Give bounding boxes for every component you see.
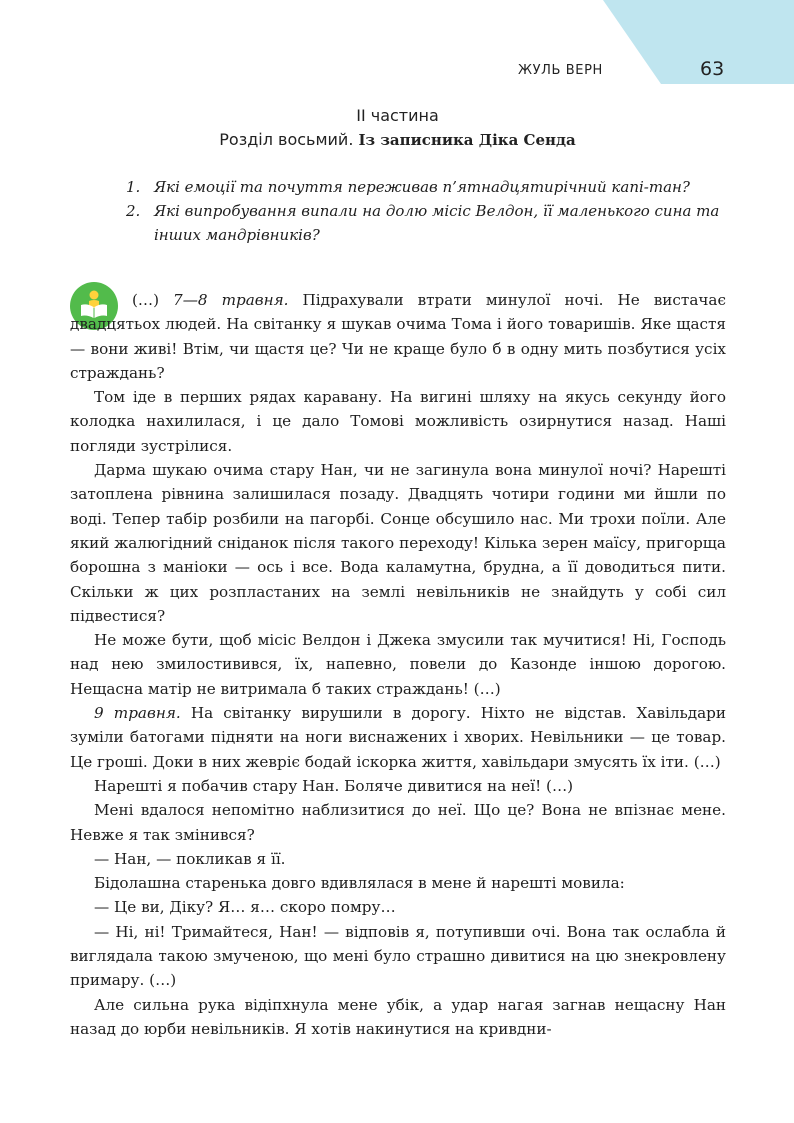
question-item (126, 175, 726, 199)
paragraph: — Нан, — покликав я її. (94, 849, 286, 868)
paragraph: — Ні, ні! Тримайтеся, Нан! — відповів я, потупивши очі. Вона так ослабла й виглядала такою змученою, що мені було страшно дивитися на цю знекровлену примару. (…) (70, 922, 726, 990)
paragraph: Але сильна рука відіпхнула мене убік, а удар нагая загнав нещасну Нан назад до юрби невільників. Я хотів накинутися на кривдни- (70, 995, 726, 1038)
question-number: 2. (126, 202, 141, 220)
paragraph: Бідолашна старенька довго вдивлялася в мене й нарешті мовила: (94, 874, 625, 893)
question-text: Які випробування випали на долю місіс Велдон, її маленького сина та інших мандрівників? (154, 202, 720, 244)
paragraph-text: На світанку вирушили в дорогу. Ніхто не відстав. Хавільдари зуміли батогами підняти на ноги виснажених і хворих. Невільники — це товар. Це гроші. Доки в них жевріє бодай іскорка життя, хавільдари змусять їх іти. (…) (70, 704, 726, 771)
paragraph: Нарешті я побачив стару Нан. Боляче дивитися на неї! (…) (94, 776, 574, 795)
paragraph-lead: (…) (132, 291, 174, 309)
chapter-title: Із записника Діка Сенда (358, 131, 576, 149)
corner-accent-tab (603, 0, 794, 84)
paragraph: — Це ви, Діку? Я… я… скоро помру… (94, 898, 396, 917)
chapter-line (100, 128, 695, 152)
paragraph: Не може бути, щоб місіс Велдон і Джека змусили так мучитися! Ні, Господь над нею змилостивився, їх, напевно, повели до Казонде іншою дорогою. Нещасна матір не витримала б таких страждань! (…) (70, 631, 726, 698)
chapter-heading (100, 104, 695, 152)
question-text: Які емоції та почуття переживав п’ятнадцятирічний капі-тан? (154, 178, 690, 196)
page-number: 63 (700, 58, 725, 80)
paragraph: Дарма шукаю очима стару Нан, чи не загинула вона минулої ночі? Нарешті затоплена рівнина залишилася позаду. Двадцять чотири години ми йшли по воді. Тепер табір розбили на пагорбі. Сонце обсушило нас. Ми трохи поїли. Але який жалюгідний сніданок після такого переходу! Кілька зерен маїсу, пригорща борошна з маніоки — ось і все. Вода каламутна, брудна, а її доводиться пити. Скільки ж цих розпластаних на землі невільників не знайдуть у собі сил підвестися? (70, 461, 726, 625)
paragraph: Том іде в перших рядах каравану. На вигині шляху на якусь секунду його колодка нахилилася, і це дало Томові можливість озирнутися назад. Наші погляди зустрілися. (70, 388, 726, 455)
part-label: ІІ частина (356, 106, 439, 125)
entry-date: 7—8 травня. (173, 291, 289, 309)
question-item (126, 199, 726, 247)
questions-list (126, 175, 726, 247)
paragraph: Мені вдалося непомітно наблизитися до неї. Що це? Вона не впізнає мене. Невже я так змінився? (70, 801, 726, 844)
chapter-prefix: Розділ восьмий. (219, 130, 354, 149)
paragraph (70, 288, 726, 385)
question-number: 1. (126, 178, 141, 196)
paragraph (70, 701, 726, 774)
running-title: ЖУЛЬ ВЕРН (518, 63, 603, 78)
entry-date: 9 травня. (94, 704, 181, 723)
story-text (70, 288, 726, 1041)
paragraph-text: Підрахували втрати минулої ночі. Не вистачає двадцятьох людей. На світанку я шукав очима Тома і його товаришів. Яке щастя — вони живі! Втім, чи щастя це? Чи не краще було б в одну мить позбутися усіх страждань? (70, 291, 726, 382)
